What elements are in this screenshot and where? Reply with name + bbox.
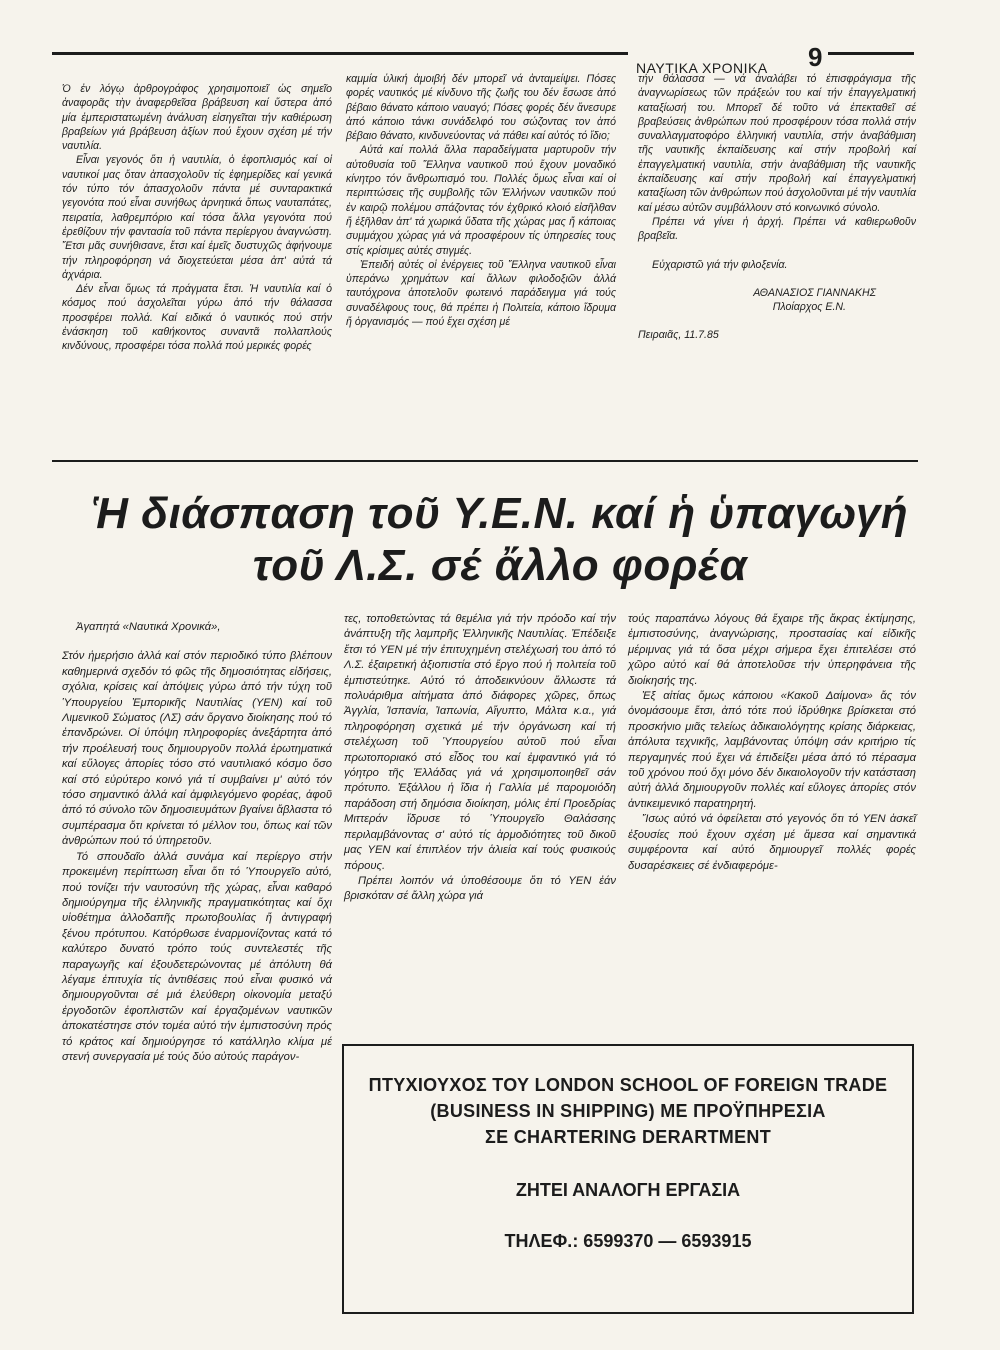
paragraph: Ἐξ αἰτίας ὅμως κάποιου «Κακοῦ Δαίμονα» ἄς τόν ὀνομάσουμε ἔτσι, ἀπό τότε πού ἱδρύθηκε βρίσκεται στό προσκήνιο μιᾶς τελείως ἀδικαιολόγητης κρίσης διάρκειας, ἀπόλυτα τεχνικῆς, λαμβάνοντας ὑπόψη σάν κριτήριο τίς περγαμηνές πού ἔχει νά ἐπιδείξει μέσα ἀπό τό πέρασμα τοῦ χρόνου πού ὄχι μόνο δέν δικαιολογοῦν τήν κατάσταση αὐτή ἀλλά δημιουργοῦν πολλές καί εὔλογες ἀπορίες στόν ἀντικειμενικό παρατηρητή.	[628, 690, 916, 810]
ad-line-1: ΠΤΥΧΙΟΥΧΟΣ ΤΟΥ LONDON SCHOOL OF FOREIGN TRADE	[368, 1075, 888, 1095]
section-divider	[52, 460, 918, 462]
paragraph: τες, τοποθετώντας τά θεμέλια γιά τήν πρόοδο καί τήν ἀνάπτυξη τῆς λαμπρῆς Ἑλληνικῆς Ναυτιλίας. Ἐπέδειξε ἔτσι τό ΥΕΝ μέ τήν ἐπιτυχημένη στελέχωσή του ἀπό τό Λ.Σ. ἐξαιρετική ἀξιοπιστία στό ἔργο πού ἡ πολιτεία τοῦ ἐμπιστεύτηκε. Αὐτό τό ἀποδεικνύουν ἄλλωστε τά πολυάριθμα αἰτήματα ἀπό διάφορες χῶρες, ὅπως Ἀγγλία, Ἱσπανία, Ἰαπωνία, Αἴγυπτο, Μάλτα κ.α., γιά πληροφόρηση σχετικά μέ τήν ὀργάνωση καί τή στελέχωση τοῦ Ὑπουργείου αὐτοῦ πού εἶναι πρωτοποριακό στό εἶδος του καί ἐμφαντικό γιά τό γόητρο τῆς Ἑλλάδας γιά νά χρησιμοποιηθεῖ σάν πρότυπο. Ἐξάλλου ἡ ἴδια ἡ Γαλλία μέ παρομοιόδη παράδοση στή δημόσια διοίκηση, μόλις ἐπί Προεδρίας Μιττεράν ἵδρυσε τό Ὑπουργεῖο Θαλάσσης περιλαμβάνοντας σ' αὐτό τίς ἁρμοδιότητες τοῦ δικοῦ μας ΥΕΝ καί ἐπιπλέον τήν ἁλιεία καί τούς φυσικούς πόρους.	[344, 613, 616, 872]
headline-line-2: τοῦ Λ.Σ. σέ ἄλλο φορέα	[252, 541, 748, 590]
paragraph: Ἴσως αὐτό νά ὀφείλεται στό γεγονός ὅτι τό ΥΕΝ ἀσκεῖ ἐξουσίες πού ἔχουν σχέση μέ ἄμεσα καί σημαντικά συμφέροντα καί αὐτό δημιουργεῖ πολλές φορές δυσαρέσκειες σέ ἐνδιαφερόμε-	[628, 813, 916, 872]
paragraph: τούς παραπάνω λόγους θά ἔχαιρε τῆς ἄκρας ἐκτίμησης, ἐμπιστοσύνης, ἀναγνώρισης, προστασίας καί εἰδικῆς μέριμνας γιά τά ὅσα μέχρι σήμερα ἔχει ἐπιτελέσει στό χῶρο αὐτό καί θά ἀποτελοῦσε τήν ὑπερηφάνεια τῆς διοίκησής της.	[628, 613, 916, 687]
article-headline	[60, 488, 940, 592]
magazine-title: ΝΑΥΤΙΚΑ ΧΡΟΝΙΚΑ	[636, 60, 768, 76]
headline-line-1: Ἡ διάσπαση τοῦ Υ.Ε.Ν. καί ἡ ὑπαγωγή	[91, 489, 909, 538]
top-article-column-1	[62, 82, 332, 354]
place-date: Πειραιᾶς, 11.7.85	[638, 329, 719, 342]
bottom-article-column-2	[344, 612, 616, 905]
ad-request: ΖΗΤΕΙ ΑΝΑΛΟΓΗ ΕΡΓΑΣΙΑ	[515, 1180, 741, 1200]
paragraph: Στόν ἡμερήσιο ἀλλά καί στόν περιοδικό τύπο βλέπουν καθημερινά σχεδόν τό φῶς τῆς δημοσιότητας εἰδήσεις, σχόλια, κρίσεις καί ἀπόψεις γύρω ἀπό τήν τύχη τοῦ Ὑπουργείου Ἐμπορικῆς Ναυτιλίας (ΥΕΝ) καί τοῦ Λιμενικοῦ Σώματος (ΛΣ) σάν ὄργανο διοίκησης πού τό ἐπανδρώνει. Οἱ ὑπόψη πληροφορίες ἀνεξάρτητα ἀπό τήν προέλευσή τους δημιουργοῦν πολλά ἐρωτηματικά καί εὔλογες ἀπορίες τόσο στό ναυτιλιακό κόσμο ὅσο καί στό εὐρύτερο κοινό γιά τί συμβαίνει μ' αὐτό τόν τόσο σημαντικό ἀλλά καί ἀμφιλεγόμενο φορέας, ἀφοῦ ἀπό τό σύνολο τῶν δημοσιευμάτων βγαίνει ἄβλαστα τό συμπέρασμα ὅτι κρίνεται τό μέλλον του, ὅπως καί τῶν ἀνθρώπων πού τό ὑπηρετοῦν.	[62, 650, 332, 848]
top-article-column-3	[638, 72, 916, 343]
paragraph: Ὁ ἐν λόγῳ ἀρθρογράφος χρησιμοποιεῖ ὡς σημεῖο ἀναφορᾶς τὴν ἀναφερθεῖσα βράβευση καί ὕστερα ἀπό μία ἐμπεριστατωμένη ἀνάλυση εἰσηγεῖται τήν καθιέρωση βραβείων γιά βράβευση ἀξίων πού ἔχουν σχέση μέ τήν ναυτιλία.	[62, 83, 332, 153]
paragraph: Αὐτά καί πολλά ἄλλα παραδείγματα μαρτυροῦν τήν αὐτοθυσία τοῦ Ἕλληνα ναυτικοῦ πού ἔχουν μοναδικό κίνητρο τόν ἄνθρωπισμό του. Πολλές ὅμως εἶναι καί οἱ περιπτώσεις τῆς συμβολῆς τῶν Ἑλλήνων ναυτικῶν πού ἐν καιρῷ πολέμου σπάζοντας τόν ἐχθρικό κλοιό εἰσῆλθαν ἤ ἐξῆλθαν ἀπ' τά χωρικά ὕδατα τῆς χώρας μας ἤ κάποιας συμμάχου χώρας γιά νά προσφέρουν τίς ὑπηρεσίες τους στίς κρίσιμες αὐτές στιγμές.	[346, 144, 616, 257]
paragraph: Ἐπειδή αὐτές οἱ ἐνέργειες τοῦ Ἕλληνα ναυτικοῦ εἶναι ὑπεράνω χρημάτων καί ἄλλων φιλοδοξιῶν ἀλλά ταυτόχρονα ἀποτελοῦν φωτεινό παράδειγμα γιά τούς συναδέλφους τους, θά πρέπει ἡ Πολιτεία, κάποιο ἵδρυμα ἤ ὀργανισμός — πού ἔχει σχέση μέ	[346, 258, 616, 329]
salutation: Ἀγαπητά «Ναυτικά Χρονικά»,	[76, 621, 221, 633]
paragraph: καμμία ὑλική ἀμοιβή δέν μπορεῖ νά ἀνταμείψει. Πόσες φορές ναυτικός μέ κίνδυνο τῆς ζωῆς του δέν ἔσωσε ἀπό βέβαιο θάνατο κάποιο ναυαγό; Πόσες φορές δέν ἄνεσυρε ἀπό κάποιο τάνκι συνάδελφό του σώζοντας τον ἀπό βέβαιο θάνατο, κινδυνεύοντας νά πάθει καί αὐτός τό ἴδιο;	[346, 73, 616, 143]
signature-name: ΑΘΑΝΑΣΙΟΣ ΓΙΑΝΝΑΚΗΣ	[753, 286, 876, 299]
ad-line-2: (BUSINESS IN SHIPPING) ΜΕ ΠΡΟΫΠΗΡΕΣΙΑ	[430, 1101, 826, 1121]
paragraph: Πρέπει λοιπόν νά ὑποθέσουμε ὅτι τό ΥΕΝ ἐάν βρισκόταν σέ ἄλλη χώρα γιά	[344, 874, 616, 903]
ad-line-3: ΣΕ CHARTERING DERARTMENT	[485, 1127, 771, 1147]
paragraph: Τό σπουδαῖο ἀλλά συνάμα καί περίεργο στήν προκειμένη περίπτωση εἶναι ὅτι τό Ὑπουργεῖο αὐτό, πού τονίζει τήν ναυτοσύνη τῆς χώρας, εἶναι καθαρό δημιούργημα τῆς ἑλληνικῆς πραγματικότητας καί ὄχι υἱοθέτημα ἀλλοδαπῆς πρωτοβουλίας ἤ ἀντιγραφή ξένου πρότυπου. Κατόρθωσε ἐναρμονίζοντας κατά τό καλύτερο δυνατό τρόπο τούς συντελεστές τῆς παραγωγῆς καί ἐξουδετερώνοντας μέ ἀπόλυτη θά λέγαμε ἐπιτυχία τίς ἀντιθέσεις πού εἶναι φυσικό νά δημιουργοῦνται σέ μιά ἐλεύθερη οἰκονομία μεταξύ ἐργοδοτῶν ἐφοπλιστῶν καί ἐργαζομένων ναυτικῶν ἀποκατέστησε στόν τομέα αὐτό τήν ἐμπιστοσύνη πρός τό κράτος καί δημιούργησε τό κατάλληλο κλίμα μέ στενή συνεργασία μέ τούς δύο αὐτούς παράγον-	[62, 850, 332, 1063]
paragraph: Δέν εἶναι ὅμως τά πράγματα ἔτσι. Ἡ ναυτιλία καί ὁ κόσμος πού ἀσχολεῖται γύρω ἀπό τήν θάλασσα προσφέρει πολλά. Καί ειδικά ὁ ναυτικός πού στήν ἐνάσκηση τοῦ καθήκοντος συναντᾶ πολλαπλούς κινδύνους, προσφέρει τόσα πολλά πού μερικές φορές	[62, 283, 332, 353]
paragraph: Εἶναι γεγονός ὅτι ἡ ναυτιλία, ὁ ἐφοπλισμός καί οἱ ναυτικοί μας ὅταν ἀπασχολοῦν τίς ἐφημερίδες καί γενικά τόν τύπο τόν ἀπασχολοῦν πάντα μέ συνταρακτικά γεγονότα πού εἶναι συνήθως ἀρνητικά ὅπως ναυταπάτες, πειρατία, λαθρεμπόριο καί τόσα ἄλλα γεγονότα πού ἐρεθίζουν τήν φαντασία τοῦ πάντα περίεργου ἀναγνώστη. Ἔτσι μᾶς συνήθισανε, ἔτσι καί ἐμεῖς δυστυχῶς ἀφήνουμε τήν πληροφόρηση νά διοχετεύεται μέσα ἀπ' αὐτά τά ἀχνάρια.	[62, 154, 332, 281]
ad-phone: ΤΗΛΕΦ.: 6599370 — 6593915	[504, 1231, 752, 1251]
top-article-column-2	[346, 72, 616, 329]
signature-title: Πλοίαρχος Ε.Ν.	[772, 301, 846, 314]
paragraph: τήν θάλασσα — νά ἀναλάβει τό ἐπισφράγισμα τῆς ἀναγνωρίσεως τῶν πράξεών του καί τήν ἐπαγγελματική καταξίωσή του. Μπορεῖ δέ τοῦτο νά ἐπεκταθεῖ σέ βραβεύσεις ἀνθρώπων πού προσφέρουν τόσα πολλά στήν συναλλαγματοφόρο ἑλληνική ναυτιλία, στήν ἀναβάθμιση τῆς ναυτικῆς ἐκπαίδευσης καί στήν προβολή καί ἐπαγγελματική ναυτιλία, στήν ἀναβάθμιση τῆς ναυτικῆς ἐκπαίδευσης καί στήν προβολή καί ἐπαγγελματική καταξίωση τῶν ἀνθρώπων πού ἀσχολοῦνται μέ τήν ναυτιλία καί μέσω αὐτῶν συμβάλλουν στό κοινωνικό σύνολο.	[638, 73, 917, 214]
page-number: 9	[808, 42, 823, 72]
paragraph: Πρέπει νά γίνει ἡ ἀρχή. Πρέπει νά καθιερωθοῦν βραβεῖα.	[638, 215, 916, 243]
classified-advertisement	[342, 1044, 914, 1314]
thanks-line: Εὐχαριστῶ γιά τήν φιλοξενία.	[652, 258, 788, 271]
header-rule-right	[828, 52, 914, 55]
bottom-article-column-3	[628, 612, 916, 874]
bottom-article-column-1	[62, 620, 332, 1065]
header-rule-left	[52, 52, 628, 55]
